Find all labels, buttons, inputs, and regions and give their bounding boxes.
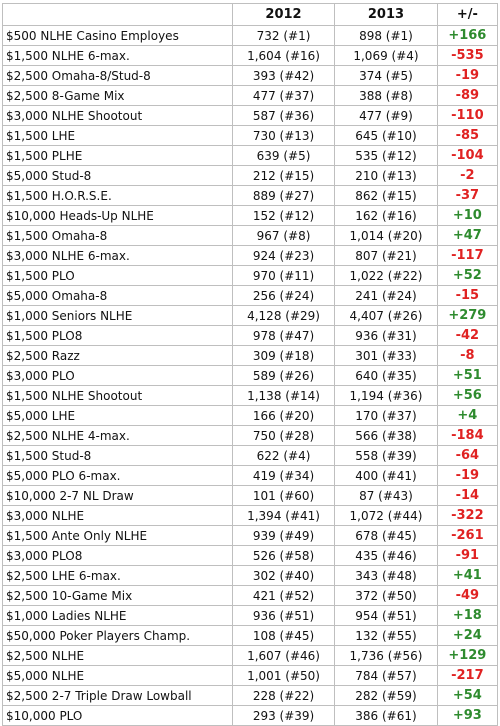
table-row [3,86,498,106]
event-name-cell: $1,500 Ante Only NLHE [3,526,233,546]
value-2012-cell: 477 (#37) [232,86,334,106]
event-name-cell: $1,500 Omaha-8 [3,226,233,246]
delta-cell: -535 [437,46,497,66]
value-2012-cell: 302 (#40) [232,566,334,586]
delta-cell: -261 [437,526,497,546]
event-name-cell: $50,000 Poker Players Champ. [3,626,233,646]
value-2012-cell: 212 (#15) [232,166,334,186]
value-2012-cell: 108 (#45) [232,626,334,646]
delta-cell: -49 [437,586,497,606]
delta-cell: +10 [437,206,497,226]
event-name-cell: $5,000 Omaha-8 [3,286,233,306]
header-2013: 2013 [335,4,437,26]
table-row [3,26,498,46]
value-2012-cell: 970 (#11) [232,266,334,286]
value-2013-cell: 343 (#48) [335,566,437,586]
delta-cell: +4 [437,406,497,426]
value-2012-cell: 309 (#18) [232,346,334,366]
value-2013-cell: 936 (#31) [335,326,437,346]
delta-cell: -2 [437,166,497,186]
event-name-cell: $3,000 NLHE [3,506,233,526]
delta-cell: -37 [437,186,497,206]
value-2013-cell: 87 (#43) [335,486,437,506]
table-row [3,306,498,326]
value-2013-cell: 374 (#5) [335,66,437,86]
delta-cell: +56 [437,386,497,406]
table-row [3,406,498,426]
value-2012-cell: 1,001 (#50) [232,666,334,686]
value-2013-cell: 170 (#37) [335,406,437,426]
event-name-cell: $1,500 LHE [3,126,233,146]
event-name-cell: $1,500 PLHE [3,146,233,166]
table-row [3,546,498,566]
value-2013-cell: 372 (#50) [335,586,437,606]
table-row [3,626,498,646]
table-row [3,706,498,726]
value-2013-cell: 4,407 (#26) [335,306,437,326]
value-2012-cell: 101 (#60) [232,486,334,506]
event-name-cell: $500 NLHE Casino Employes [3,26,233,46]
header-row [3,4,498,26]
table-row [3,266,498,286]
delta-cell: -85 [437,126,497,146]
value-2012-cell: 889 (#27) [232,186,334,206]
value-2012-cell: 939 (#49) [232,526,334,546]
event-name-cell: $1,500 NLHE Shootout [3,386,233,406]
table-row [3,506,498,526]
event-name-cell: $1,500 NLHE 6-max. [3,46,233,66]
event-name-cell: $2,500 Omaha-8/Stud-8 [3,66,233,86]
delta-cell: -8 [437,346,497,366]
value-2013-cell: 1,069 (#4) [335,46,437,66]
value-2013-cell: 640 (#35) [335,366,437,386]
table-row [3,466,498,486]
value-2013-cell: 678 (#45) [335,526,437,546]
delta-cell: +129 [437,646,497,666]
delta-cell: +279 [437,306,497,326]
table-row [3,486,498,506]
value-2012-cell: 750 (#28) [232,426,334,446]
event-name-cell: $3,000 NLHE Shootout [3,106,233,126]
value-2013-cell: 162 (#16) [335,206,437,226]
value-2012-cell: 1,604 (#16) [232,46,334,66]
event-name-cell: $2,500 NLHE 4-max. [3,426,233,446]
delta-cell: -42 [437,326,497,346]
value-2013-cell: 477 (#9) [335,106,437,126]
value-2013-cell: 898 (#1) [335,26,437,46]
value-2012-cell: 166 (#20) [232,406,334,426]
value-2012-cell: 978 (#47) [232,326,334,346]
delta-cell: -91 [437,546,497,566]
table-row [3,366,498,386]
table-row [3,106,498,126]
value-2013-cell: 388 (#8) [335,86,437,106]
delta-cell: +51 [437,366,497,386]
table-row [3,426,498,446]
delta-cell: -89 [437,86,497,106]
header-2012: 2012 [232,4,334,26]
event-name-cell: $1,000 Seniors NLHE [3,306,233,326]
table-row [3,246,498,266]
table-row [3,186,498,206]
value-2013-cell: 954 (#51) [335,606,437,626]
value-2012-cell: 639 (#5) [232,146,334,166]
value-2012-cell: 4,128 (#29) [232,306,334,326]
event-name-cell: $2,500 Razz [3,346,233,366]
value-2013-cell: 400 (#41) [335,466,437,486]
event-name-cell: $1,500 Stud-8 [3,446,233,466]
event-name-cell: $10,000 PLO [3,706,233,726]
value-2013-cell: 566 (#38) [335,426,437,446]
value-2013-cell: 862 (#15) [335,186,437,206]
event-name-cell: $2,500 10-Game Mix [3,586,233,606]
value-2012-cell: 924 (#23) [232,246,334,266]
delta-cell: -322 [437,506,497,526]
delta-cell: +18 [437,606,497,626]
delta-cell: -19 [437,66,497,86]
delta-cell: -117 [437,246,497,266]
value-2012-cell: 730 (#13) [232,126,334,146]
table-row [3,566,498,586]
value-2013-cell: 535 (#12) [335,146,437,166]
table-row [3,346,498,366]
event-name-cell: $1,500 PLO8 [3,326,233,346]
comparison-table [2,3,498,726]
delta-cell: +41 [437,566,497,586]
value-2012-cell: 152 (#12) [232,206,334,226]
delta-cell: +166 [437,26,497,46]
table-row [3,66,498,86]
event-name-cell: $2,500 LHE 6-max. [3,566,233,586]
table-body [3,26,498,726]
delta-cell: -15 [437,286,497,306]
delta-cell: -14 [437,486,497,506]
event-name-cell: $3,000 PLO8 [3,546,233,566]
event-name-cell: $2,500 NLHE [3,646,233,666]
event-name-cell: $1,500 PLO [3,266,233,286]
table-row [3,166,498,186]
delta-cell: -104 [437,146,497,166]
event-name-cell: $3,000 NLHE 6-max. [3,246,233,266]
value-2012-cell: 1,138 (#14) [232,386,334,406]
delta-cell: -110 [437,106,497,126]
table-row [3,206,498,226]
table-row [3,386,498,406]
value-2012-cell: 589 (#26) [232,366,334,386]
value-2013-cell: 282 (#59) [335,686,437,706]
value-2012-cell: 936 (#51) [232,606,334,626]
event-name-cell: $10,000 2-7 NL Draw [3,486,233,506]
delta-cell: -184 [437,426,497,446]
delta-cell: +93 [437,706,497,726]
value-2013-cell: 435 (#46) [335,546,437,566]
event-name-cell: $10,000 Heads-Up NLHE [3,206,233,226]
value-2012-cell: 732 (#1) [232,26,334,46]
value-2013-cell: 132 (#55) [335,626,437,646]
event-name-cell: $2,500 2-7 Triple Draw Lowball [3,686,233,706]
event-name-cell: $1,000 Ladies NLHE [3,606,233,626]
value-2012-cell: 967 (#8) [232,226,334,246]
delta-cell: +54 [437,686,497,706]
value-2013-cell: 241 (#24) [335,286,437,306]
value-2013-cell: 386 (#61) [335,706,437,726]
table-row [3,46,498,66]
table-row [3,586,498,606]
table-row [3,226,498,246]
event-name-cell: $5,000 Stud-8 [3,166,233,186]
delta-cell: +24 [437,626,497,646]
table-row [3,666,498,686]
value-2012-cell: 228 (#22) [232,686,334,706]
value-2013-cell: 1,072 (#44) [335,506,437,526]
table-row [3,146,498,166]
value-2013-cell: 1,014 (#20) [335,226,437,246]
value-2012-cell: 526 (#58) [232,546,334,566]
delta-cell: -19 [437,466,497,486]
value-2012-cell: 421 (#52) [232,586,334,606]
value-2013-cell: 807 (#21) [335,246,437,266]
value-2012-cell: 622 (#4) [232,446,334,466]
event-name-cell: $5,000 LHE [3,406,233,426]
header-delta: +/- [437,4,497,26]
table-row [3,126,498,146]
value-2013-cell: 1,022 (#22) [335,266,437,286]
event-name-cell: $1,500 H.O.R.S.E. [3,186,233,206]
value-2013-cell: 1,736 (#56) [335,646,437,666]
value-2013-cell: 558 (#39) [335,446,437,466]
value-2012-cell: 1,607 (#46) [232,646,334,666]
value-2013-cell: 784 (#57) [335,666,437,686]
table-row [3,446,498,466]
value-2013-cell: 210 (#13) [335,166,437,186]
header-event [3,4,233,26]
delta-cell: -64 [437,446,497,466]
event-name-cell: $3,000 PLO [3,366,233,386]
event-name-cell: $5,000 NLHE [3,666,233,686]
delta-cell: +47 [437,226,497,246]
table-row [3,686,498,706]
delta-cell: -217 [437,666,497,686]
value-2012-cell: 293 (#39) [232,706,334,726]
value-2012-cell: 587 (#36) [232,106,334,126]
value-2013-cell: 301 (#33) [335,346,437,366]
event-name-cell: $2,500 8-Game Mix [3,86,233,106]
delta-cell: +52 [437,266,497,286]
value-2013-cell: 645 (#10) [335,126,437,146]
event-name-cell: $5,000 PLO 6-max. [3,466,233,486]
value-2012-cell: 256 (#24) [232,286,334,306]
value-2013-cell: 1,194 (#36) [335,386,437,406]
table-row [3,326,498,346]
value-2012-cell: 1,394 (#41) [232,506,334,526]
value-2012-cell: 419 (#34) [232,466,334,486]
table-row [3,286,498,306]
value-2012-cell: 393 (#42) [232,66,334,86]
table-row [3,646,498,666]
table-row [3,526,498,546]
table-row [3,606,498,626]
